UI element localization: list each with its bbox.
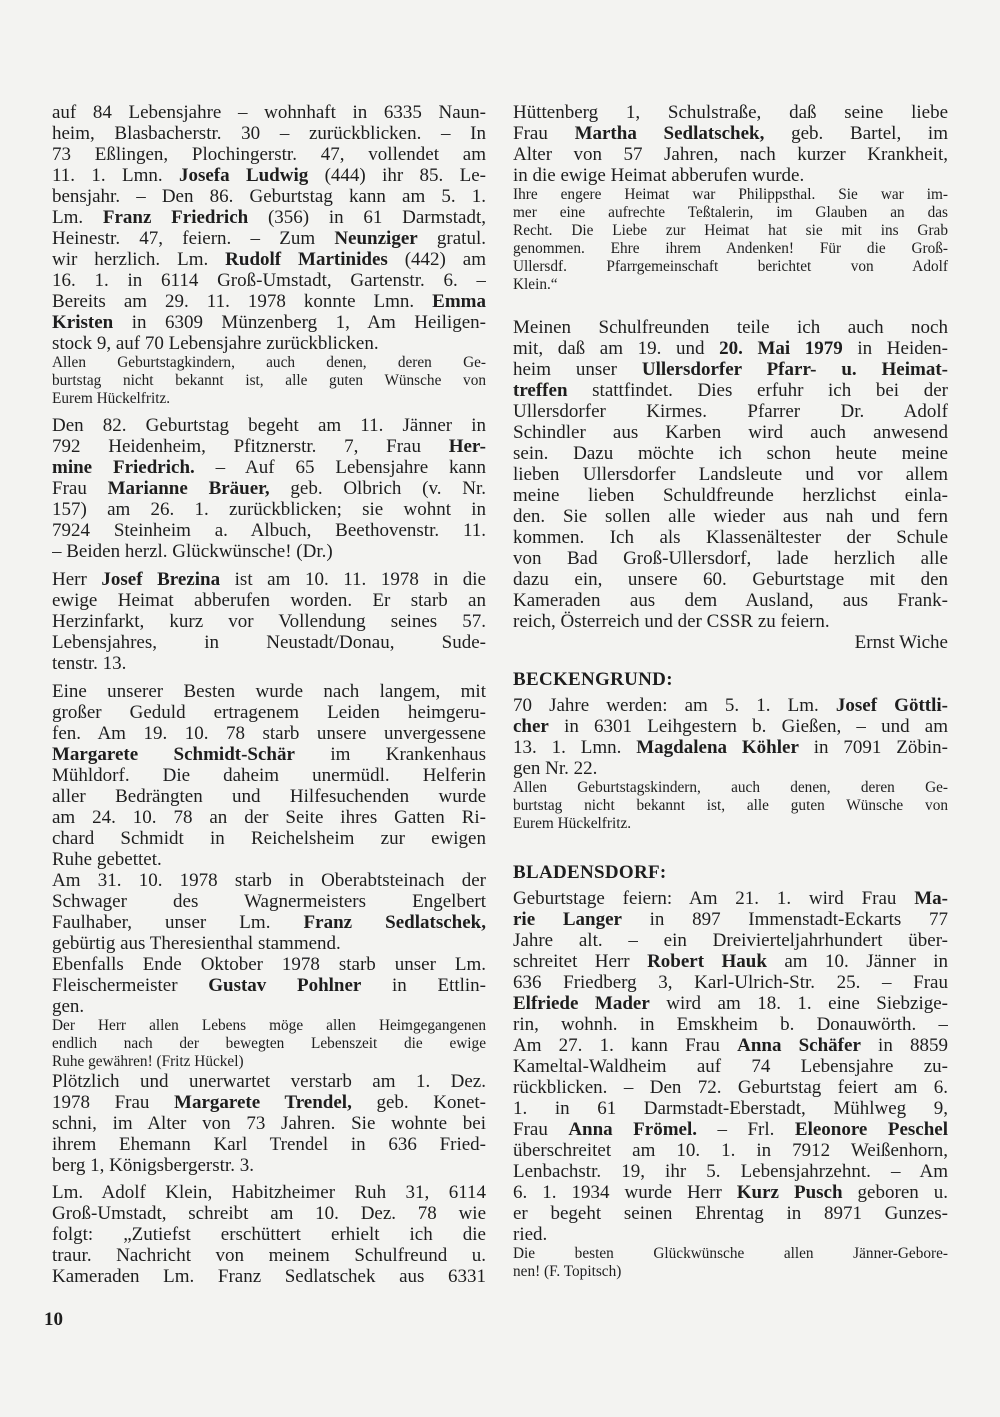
text-segment: Lebensjahres, in Neustadt/Donau, Sude- — [52, 632, 486, 653]
text-line — [52, 144, 486, 165]
text-segment: in 7091 Zöbin- — [798, 737, 948, 758]
bold-name: Magdalena Köhler — [636, 737, 799, 758]
text-paragraph — [52, 415, 486, 562]
text-segment: Jahre alt. – ein Dreivierteljahrhundert über- — [513, 930, 948, 951]
text-paragraph — [513, 888, 948, 1245]
bold-name: treffen — [513, 380, 568, 401]
text-line — [513, 888, 948, 909]
bold-name: rie Langer — [513, 909, 622, 930]
text-segment: 6. 1. 1934 wurde Herr — [513, 1182, 737, 1203]
text-segment: rückblicken. – Den 72. Geburtstag feiert am 6. — [513, 1077, 948, 1098]
text-segment: folgt: „Zutiefst erschüttert erhielt ich die — [52, 1224, 486, 1245]
text-paragraph — [52, 954, 486, 1017]
text-line — [52, 975, 486, 996]
note-paragraph — [513, 779, 948, 833]
text-segment: in 897 Immenstadt-Eckarts 77 — [621, 909, 948, 930]
text-segment: am 10. Jänner in — [766, 951, 948, 972]
text-segment: Die besten Glückwünsche allen Jänner-Gebore- — [513, 1245, 948, 1262]
text-segment: (356) in 61 Darmstadt, — [248, 207, 486, 228]
text-line — [513, 222, 948, 240]
text-segment: Klein.“ — [513, 276, 558, 293]
text-line — [52, 590, 486, 611]
text-segment: Ruhe gebettet. — [52, 849, 162, 870]
page-number: 10 — [44, 1309, 63, 1330]
section-bladensdorf — [513, 888, 948, 1281]
text-line — [513, 779, 948, 797]
text-line — [513, 1161, 948, 1182]
text-segment: Allen Geburtstagkindern, auch denen, deren Ge- — [52, 354, 486, 371]
text-segment: Schindler aus Karben wird auch anwesend — [513, 422, 948, 443]
bold-name: Josef Brezina — [101, 569, 221, 590]
text-line — [513, 930, 948, 951]
text-line — [513, 1014, 948, 1035]
text-line — [52, 1053, 486, 1071]
section-beckengrund — [513, 695, 948, 833]
text-segment: 7924 Steinheim a. Albuch, Beethovenstr. 11. — [52, 520, 486, 541]
text-segment: nen! (F. Topitsch) — [513, 1263, 622, 1280]
text-line — [52, 1017, 486, 1035]
text-segment: überschreitet am 10. 1. in 7912 Weißenhorn, — [513, 1140, 948, 1161]
text-paragraph — [52, 1182, 486, 1287]
section-heading-beckengrund: BECKENGRUND: — [513, 669, 673, 690]
text-segment: Ruhe gewähren! (Fritz Hückel) — [52, 1053, 244, 1070]
text-line — [513, 1203, 948, 1224]
text-line — [513, 123, 948, 144]
text-paragraph — [52, 681, 486, 870]
bold-name: cher — [513, 716, 549, 737]
text-line — [52, 312, 486, 333]
bold-name: Gustav Pohlner — [208, 975, 362, 996]
text-paragraph — [52, 102, 486, 354]
text-segment: Frau — [52, 478, 108, 499]
text-line — [513, 165, 948, 186]
text-segment: 13. 1. Lmn. — [513, 737, 637, 758]
text-segment: in 6309 Münzenberg 1, Am Heiligen- — [113, 312, 486, 333]
text-line — [513, 464, 948, 485]
text-segment: in die ewige Heimat abberufen wurde. — [513, 165, 805, 186]
right-column — [513, 102, 948, 1281]
text-segment: aller Bedrängten und Hilfesuchenden wurde — [52, 786, 486, 807]
text-paragraph — [52, 870, 486, 954]
text-segment: gebürtig aus Theresienthal stammend. — [52, 933, 341, 954]
bold-name: Marianne Bräuer, — [107, 478, 270, 499]
text-line — [513, 737, 948, 758]
text-segment: Fleischermeister — [52, 975, 209, 996]
text-line — [513, 815, 948, 833]
text-segment: Herr — [52, 569, 102, 590]
note-paragraph — [513, 1245, 948, 1281]
text-paragraph — [513, 317, 948, 632]
text-segment: – Frl. — [697, 1119, 795, 1140]
text-segment: berg 1, Königsbergerstr. 3. — [52, 1155, 254, 1176]
bold-name: Anna Frömel. — [568, 1119, 697, 1140]
text-segment: er begeht seinen Ehrentag in 8971 Gunzes- — [513, 1203, 948, 1224]
text-line — [513, 716, 948, 737]
text-segment: heim unser — [513, 359, 642, 380]
note-paragraph — [52, 1017, 486, 1071]
bold-name: Kurz Pusch — [736, 1182, 843, 1203]
bold-name: Eleonore Peschel — [794, 1119, 948, 1140]
bold-name: Margarete Trendel, — [174, 1092, 352, 1113]
text-segment: lieben Ullersdorfer Landsleute und vor allem — [513, 464, 948, 485]
text-line — [52, 249, 486, 270]
text-segment: auf 84 Lebensjahre – wohnhaft in 6335 Naun- — [52, 102, 486, 123]
text-segment: sein. Dazu möchte ich schon heute meine — [513, 443, 948, 464]
text-segment: Ullersdf. Pfarrgemeinschaft berichtet von Adolf — [513, 258, 948, 275]
text-segment: geb. Konet- — [351, 1092, 486, 1113]
text-segment: geb. Olbrich (v. Nr. — [269, 478, 486, 499]
bold-name: Ullersdorfer Pfarr- u. Heimat- — [641, 359, 948, 380]
text-segment: großer Geduld ertragenem Leiden heimgeru- — [52, 702, 486, 723]
text-line — [52, 1071, 486, 1092]
text-line — [52, 270, 486, 291]
bold-name: Josefa Ludwig — [178, 165, 309, 186]
text-segment: rin, wohnh. in Emskheim b. Donauwörth. – — [513, 1014, 948, 1035]
text-line — [52, 436, 486, 457]
text-line — [52, 632, 486, 653]
text-line — [52, 723, 486, 744]
text-line — [52, 611, 486, 632]
text-segment: Frau — [513, 1119, 569, 1140]
text-line — [513, 186, 948, 204]
text-segment: dazu ein, unsere 60. Geburtstage mit den — [513, 569, 948, 590]
text-line — [52, 333, 486, 354]
text-segment: Heinestr. 47, feiern. – Zum — [52, 228, 335, 249]
obituary-continuation — [513, 102, 948, 632]
text-line — [513, 204, 948, 222]
text-line — [513, 993, 948, 1014]
text-line — [52, 996, 486, 1017]
text-line — [513, 1224, 948, 1245]
text-line — [52, 891, 486, 912]
text-line — [52, 744, 486, 765]
text-line — [52, 912, 486, 933]
text-segment: burtstag nicht bekannt ist, alle guten Wünsche von — [513, 797, 948, 814]
text-segment: Faulhaber, unser Lm. — [52, 912, 304, 933]
bold-name: Franz Sedlatschek, — [303, 912, 486, 933]
text-line — [52, 1182, 486, 1203]
text-segment: meine lieben Schuldfreunde herzlichst einla- — [513, 485, 948, 506]
text-segment: Geburtstage feiern: Am 21. 1. wird Frau — [513, 888, 915, 909]
text-line — [52, 1203, 486, 1224]
text-line — [513, 590, 948, 611]
text-segment: 792 Heidenheim, Pfitznerstr. 7, Frau — [52, 436, 449, 457]
text-segment: ist am 10. 11. 1978 in die — [220, 569, 486, 590]
text-paragraph — [52, 1071, 486, 1176]
text-line — [513, 443, 948, 464]
text-segment: Lenbachstr. 19, ihr 5. Lebensjahrzehnt. – Am — [513, 1161, 948, 1182]
text-line — [513, 695, 948, 716]
bold-name: Franz Friedrich — [102, 207, 249, 228]
text-segment: heim, Blasbacherstr. 30 – zurückblicken. – In — [52, 123, 486, 144]
text-line — [513, 797, 948, 815]
text-line — [513, 1263, 948, 1281]
text-segment: Allen Geburtstagskindern, auch denen, deren Ge- — [513, 779, 948, 796]
text-line — [52, 123, 486, 144]
text-line — [513, 506, 948, 527]
text-line — [513, 758, 948, 779]
text-segment: Eine unserer Besten wurde nach langem, mit — [52, 681, 486, 702]
text-line — [52, 478, 486, 499]
text-segment: mit, daß am 19. und — [513, 338, 720, 359]
author-signature: Ernst Wiche — [854, 632, 948, 653]
text-line — [52, 807, 486, 828]
text-paragraph — [52, 569, 486, 674]
text-line — [513, 569, 948, 590]
text-segment: Hüttenberg 1, Schulstraße, daß seine liebe — [513, 102, 948, 123]
bold-name: Ma- — [914, 888, 948, 909]
text-line — [52, 849, 486, 870]
text-segment: wir herzlich. Lm. — [52, 249, 226, 270]
bold-name: 20. Mai 1979 — [719, 338, 843, 359]
bold-name: Margarete Schmidt-Schär — [52, 744, 295, 765]
text-line — [513, 258, 948, 276]
text-segment: chard Schmidt in Reichelsheim zur ewigen — [52, 828, 486, 849]
text-segment: 16. 1. in 6114 Groß-Umstadt, Gartenstr. 6. – — [52, 270, 486, 291]
bold-name: Emma — [432, 291, 486, 312]
text-line — [52, 291, 486, 312]
text-segment: am 24. 10. 78 an der Seite ihres Gatten Ri- — [52, 807, 486, 828]
text-line — [513, 102, 948, 123]
text-segment: 73 Eßlingen, Plochingerstr. 47, vollendet am — [52, 144, 486, 165]
text-segment: Kameraden aus dem Ausland, aus Frank- — [513, 590, 948, 611]
left-column — [52, 102, 486, 1287]
text-line — [52, 786, 486, 807]
text-segment: wird am 18. 1. eine Siebzige- — [649, 993, 948, 1014]
text-segment: Mühldorf. Die daheim unermüdl. Helferin — [52, 765, 486, 786]
text-line — [52, 1266, 486, 1287]
text-line — [513, 338, 948, 359]
text-line — [52, 1245, 486, 1266]
text-paragraph — [513, 695, 948, 779]
text-line — [52, 1035, 486, 1053]
text-line — [52, 520, 486, 541]
text-line — [513, 972, 948, 993]
text-line — [513, 380, 948, 401]
text-line — [52, 390, 486, 408]
text-segment: Recht. Die Liebe zur Heimat hat sie mit ins Grab — [513, 222, 948, 239]
text-line — [513, 1119, 948, 1140]
text-line — [52, 541, 486, 562]
bold-name: Robert Hauk — [647, 951, 767, 972]
text-line — [513, 276, 948, 294]
text-segment: endlich nach der bewegten Lebenszeit die ewige — [52, 1035, 486, 1052]
text-segment: – Beiden herzl. Glückwünsche! (Dr.) — [52, 541, 333, 562]
text-segment: 1978 Frau — [52, 1092, 175, 1113]
text-segment: 157) am 26. 1. zurückblicken; sie wohnt in — [52, 499, 486, 520]
text-segment: (442) am — [387, 249, 486, 270]
text-segment: in Ettlin- — [361, 975, 486, 996]
text-line — [52, 415, 486, 436]
text-segment: Ullersdorfer Kirmes. Pfarrer Dr. Adolf — [513, 401, 948, 422]
text-segment: Groß-Umstadt, schreibt am 10. Dez. 78 wie — [52, 1203, 486, 1224]
text-segment: Den 82. Geburtstag begeht am 11. Jänner in — [52, 415, 486, 436]
text-line — [52, 1092, 486, 1113]
text-line — [513, 1035, 948, 1056]
text-segment: stock 9, auf 70 Lebensjahre zurückblicken. — [52, 333, 379, 354]
text-segment: gen. — [52, 996, 85, 1017]
text-segment: schni, im Alter von 73 Jahren. Sie wohnte bei — [52, 1113, 486, 1134]
bold-name: Anna Schäfer — [737, 1035, 861, 1056]
text-segment: mer eine aufrechte Teßtalerin, im Glauben an das — [513, 204, 948, 221]
text-segment: 636 Friedberg 3, Karl-Ulrich-Str. 25. – Frau — [513, 972, 948, 993]
text-line — [52, 1224, 486, 1245]
note-paragraph — [513, 186, 948, 294]
text-line — [513, 401, 948, 422]
text-line — [52, 954, 486, 975]
bold-name: Kristen — [52, 312, 114, 333]
text-line — [513, 909, 948, 930]
text-line — [52, 702, 486, 723]
text-segment: von Bad Groß-Ullersdorf, lade herzlich alle — [513, 548, 948, 569]
bold-name: Her- — [448, 436, 486, 457]
text-line — [513, 485, 948, 506]
text-segment: Herzinfarkt, kurz vor Vollendung seines 57. — [52, 611, 486, 632]
text-line — [52, 1134, 486, 1155]
text-segment: Ihre engere Heimat war Philippsthal. Sie war im- — [513, 186, 948, 203]
text-segment: Bereits am 29. 11. 1978 konnte Lmn. — [52, 291, 433, 312]
bold-name: Neunziger — [334, 228, 418, 249]
text-paragraph — [513, 102, 948, 186]
text-segment: Kameltal-Waldheim auf 74 Lebensjahre zu- — [513, 1056, 948, 1077]
text-segment: Am 27. 1. kann Frau — [513, 1035, 738, 1056]
text-line — [52, 1113, 486, 1134]
text-line — [52, 457, 486, 478]
text-line — [52, 765, 486, 786]
text-segment: Lm. — [52, 207, 103, 228]
text-segment: Schwager des Wagnermeisters Engelbert — [52, 891, 486, 912]
text-line — [513, 548, 948, 569]
text-line — [52, 102, 486, 123]
note-paragraph — [52, 354, 486, 408]
text-segment: ried. — [513, 1224, 548, 1245]
text-line — [52, 933, 486, 954]
text-segment: geboren u. — [842, 1182, 948, 1203]
text-line — [513, 1140, 948, 1161]
text-segment: genommen. Ehre ihrem Andenken! Für die Groß- — [513, 240, 948, 257]
text-line — [513, 1077, 948, 1098]
text-line — [513, 144, 948, 165]
text-line — [513, 359, 948, 380]
text-line — [513, 527, 948, 548]
text-segment: 1. in 61 Darmstadt-Eberstadt, Mühlweg 9, — [513, 1098, 948, 1119]
text-line — [513, 240, 948, 258]
text-segment: in Heiden- — [842, 338, 948, 359]
text-line — [513, 1098, 948, 1119]
text-segment: 70 Jahre werden: am 5. 1. Lm. — [513, 695, 836, 716]
text-segment: Lm. Adolf Klein, Habitzheimer Ruh 31, 6114 — [52, 1182, 486, 1203]
text-segment: Kameraden Lm. Franz Sedlatschek aus 6331 — [52, 1266, 486, 1287]
text-segment: gratul. — [417, 228, 486, 249]
text-segment: Frau — [513, 123, 575, 144]
text-segment: traur. Nachricht von meinem Schulfreund u. — [52, 1245, 486, 1266]
text-line — [52, 653, 486, 674]
text-segment: ihrem Ehemann Karl Trendel in 636 Fried- — [52, 1134, 486, 1155]
text-line — [513, 1182, 948, 1203]
text-segment: Am 31. 10. 1978 starb in Oberabtsteinach der — [52, 870, 486, 891]
text-segment: den. Sie sollen alle wieder aus nah und fern — [513, 506, 948, 527]
text-line — [52, 228, 486, 249]
text-segment: im Krankenhaus — [294, 744, 486, 765]
bold-name: Martha Sedlatschek, — [574, 123, 765, 144]
text-line — [513, 951, 948, 972]
text-line — [52, 681, 486, 702]
text-line — [52, 1155, 486, 1176]
text-segment: in 6301 Leihgestern b. Gießen, – und am — [548, 716, 948, 737]
text-segment: ewige Heimat abberufen worden. Er starb an — [52, 590, 486, 611]
text-line — [513, 422, 948, 443]
text-segment: Plötzlich und unerwartet verstarb am 1. Dez. — [52, 1071, 486, 1092]
text-line — [52, 828, 486, 849]
text-segment: Meinen Schulfreunden teile ich auch noch — [513, 317, 948, 338]
text-line — [513, 611, 948, 632]
bold-name: Rudolf Martinides — [225, 249, 388, 270]
text-segment: stattfindet. Dies erfuhr ich bei der — [567, 380, 948, 401]
text-line — [52, 870, 486, 891]
text-segment: Eurem Hückelfritz. — [52, 390, 171, 407]
text-line — [52, 372, 486, 390]
text-line — [52, 165, 486, 186]
text-segment: reich, Österreich und der CSSR zu feiern. — [513, 611, 830, 632]
text-line — [513, 1056, 948, 1077]
text-segment: burtstag nicht bekannt ist, alle guten Wünsche von — [52, 372, 486, 389]
text-line — [52, 186, 486, 207]
bold-name: Josef Göttli- — [835, 695, 948, 716]
text-line — [513, 317, 948, 338]
text-segment: bensjahr. – Den 86. Geburtstag kann am 5. 1. — [52, 186, 486, 207]
text-segment: geb. Bartel, im — [764, 123, 948, 144]
text-segment: tenstr. 13. — [52, 653, 127, 674]
text-line — [52, 354, 486, 372]
text-segment: Ebenfalls Ende Oktober 1978 starb unser Lm. — [52, 954, 486, 975]
text-segment: Eurem Hückelfritz. — [513, 815, 632, 832]
bold-name: Elfriede Mader — [513, 993, 650, 1014]
bold-name: mine Friedrich. — [52, 457, 195, 478]
text-line — [513, 1245, 948, 1263]
text-line — [52, 499, 486, 520]
text-line — [52, 207, 486, 228]
text-segment: (444) ihr 85. Le- — [308, 165, 486, 186]
text-segment: kommen. Ich als Klassenältester der Schule — [513, 527, 948, 548]
text-segment: in 8859 — [860, 1035, 948, 1056]
text-segment: schreitet Herr — [513, 951, 648, 972]
section-heading-bladensdorf: BLADENSDORF: — [513, 862, 667, 883]
text-segment: Der Herr allen Lebens möge allen Heimgegangenen — [52, 1017, 486, 1034]
text-line — [52, 569, 486, 590]
text-segment: – Auf 65 Lebensjahre kann — [194, 457, 486, 478]
text-segment: 11. 1. Lmn. — [52, 165, 179, 186]
text-segment: Alter von 57 Jahren, nach kurzer Krankheit, — [513, 144, 948, 165]
text-segment: gen Nr. 22. — [513, 758, 598, 779]
text-segment: fen. Am 19. 10. 78 starb unsere unvergessene — [52, 723, 486, 744]
